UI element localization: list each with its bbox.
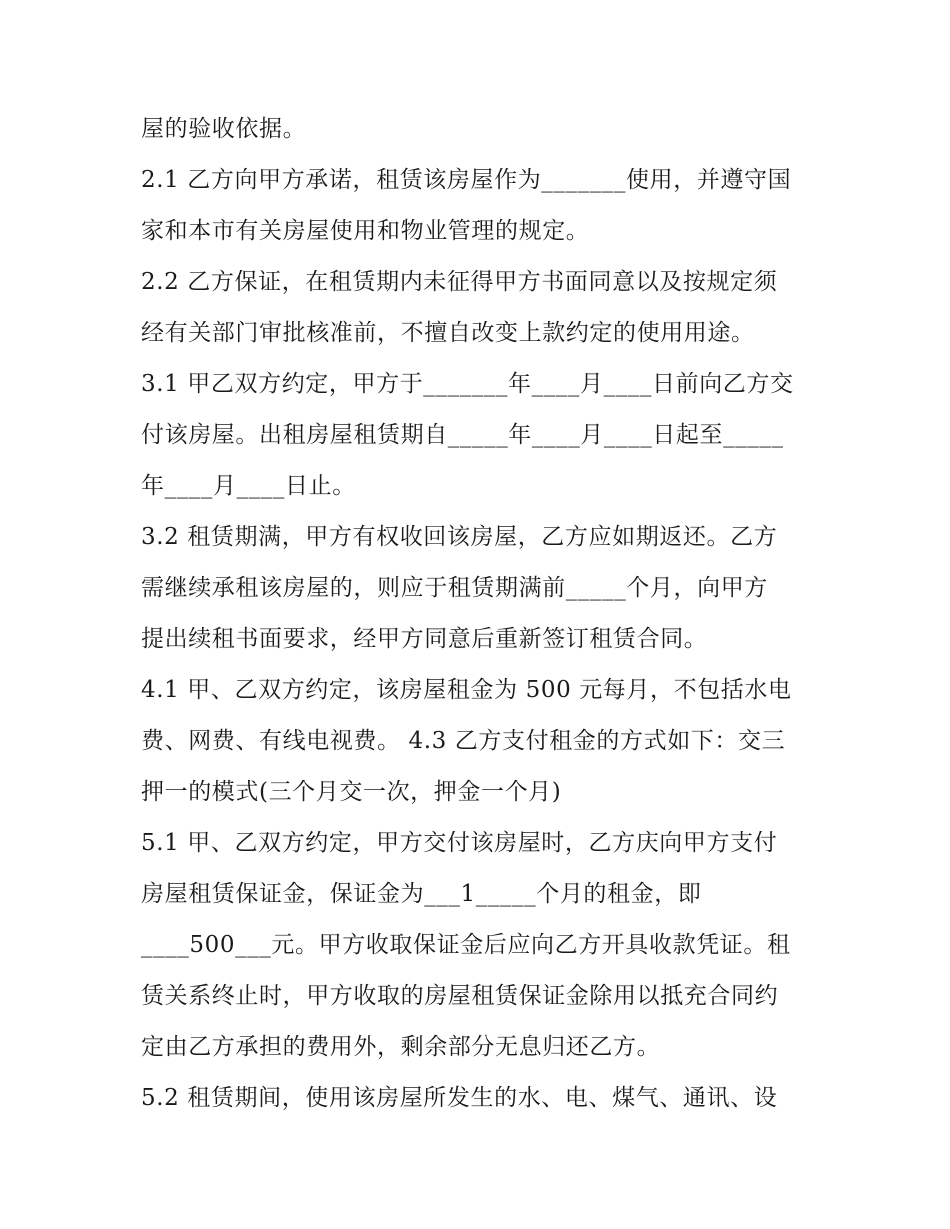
- text-line: 5.1 甲、乙双方约定，甲方交付该房屋时，乙方庆向甲方支付: [141, 830, 778, 856]
- text-line: 付该房屋。出租房屋租赁期自_____年____月____日起至_____: [141, 422, 784, 448]
- text-line: 家和本市有关房屋使用和物业管理的规定。: [141, 218, 590, 244]
- text-line: 费、网费、有线电视费。 4.3 乙方支付租金的方式如下：交三: [141, 728, 786, 754]
- text-line: 3.2 租赁期满，甲方有权收回该房屋，乙方应如期返还。乙方: [141, 524, 778, 550]
- text-line: 5.2 租赁期间，使用该房屋所发生的水、电、煤气、通讯、设: [141, 1085, 778, 1111]
- text-line: 4.1 甲、乙双方约定，该房屋租金为 500 元每月，不包括水电: [141, 677, 792, 703]
- text-line: 经有关部门审批核准前，不擅自改变上款约定的使用用途。: [141, 320, 755, 346]
- text-line: 屋的验收依据。: [141, 116, 307, 142]
- text-line: 2.2 乙方保证，在租赁期内未征得甲方书面同意以及按规定须: [141, 269, 778, 295]
- text-line: 3.1 甲乙双方约定，甲方于_______年____月____日前向乙方交: [141, 371, 794, 397]
- text-line: 2.1 乙方向甲方承诺，租赁该房屋作为_______使用，并遵守国: [141, 167, 792, 193]
- text-line: 押一的模式(三个月交一次，押金一个月): [141, 779, 562, 805]
- text-line: 赁关系终止时，甲方收取的房屋租赁保证金除用以抵充合同约: [141, 983, 779, 1009]
- text-line: 房屋租赁保证金，保证金为___1_____个月的租金，即: [141, 881, 702, 907]
- text-line: 定由乙方承担的费用外，剩余部分无息归还乙方。: [141, 1034, 661, 1060]
- text-line: 需继续承租该房屋的，则应于租赁期满前_____个月，向甲方: [141, 575, 768, 601]
- text-line: 提出续租书面要求，经甲方同意后重新签订租赁合同。: [141, 626, 708, 652]
- text-line: 年____月____日止。: [141, 473, 356, 499]
- text-line: ____500___元。甲方收取保证金后应向乙方开具收款凭证。租: [141, 932, 791, 958]
- document-body: [141, 104, 821, 1124]
